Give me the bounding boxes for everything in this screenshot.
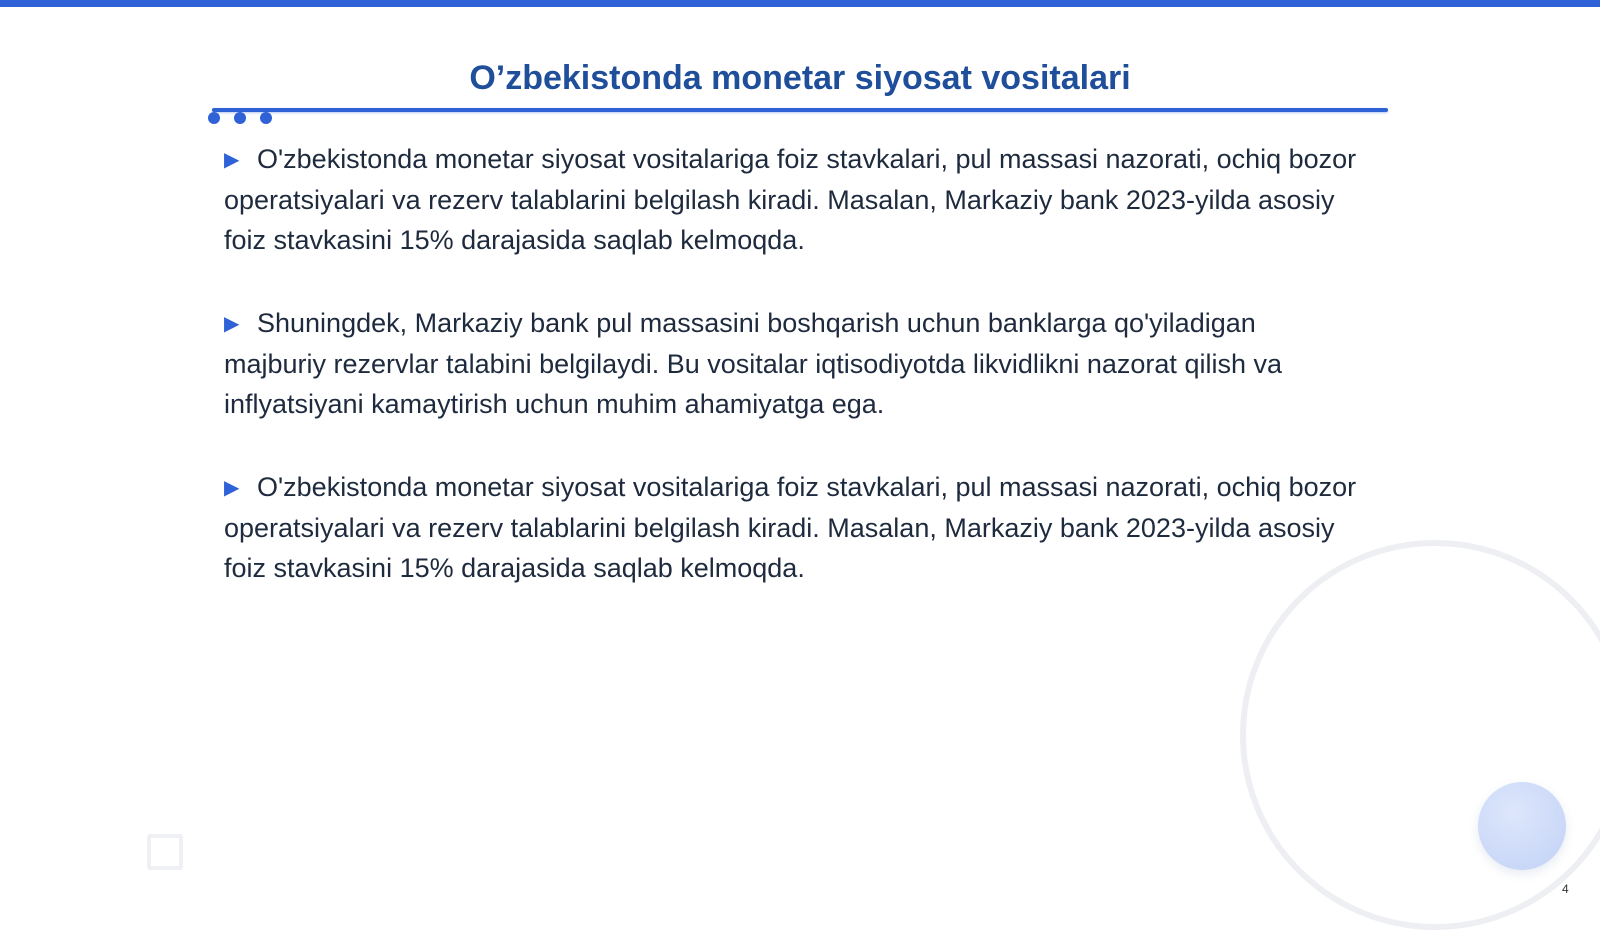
slide-content <box>224 139 1364 631</box>
title-underline <box>212 108 1388 112</box>
bullet-paragraph-3 <box>224 467 1364 588</box>
triangle-right-icon: ▶ <box>224 477 240 499</box>
triangle-right-icon: ▶ <box>224 149 240 171</box>
paragraph-text: O'zbekistonda monetar siyosat vositalariga foiz stavkalari, pul massasi nazorati, ochiq bozor operatsiyalari va rezerv talablarini belgilash kiradi. Masalan, Markaziy bank 2023-yilda asosiy foiz stavkasini 15% darajasida saqlab kelmoqda. <box>224 472 1357 583</box>
triangle-right-icon: ▶ <box>224 313 240 335</box>
decorative-ring <box>1240 540 1600 930</box>
decorative-orb <box>1478 782 1566 870</box>
title-dot-3 <box>260 112 272 124</box>
paragraph-text: Shuningdek, Markaziy bank pul massasini boshqarish uchun banklarga qo'yiladigan majburiy rezervlar talabini belgilaydi. Bu vositalar iqtisodiyotda likvidlikni nazorat qilish va inflyatsiyani kamaytirish uchun muhim ahamiyatga ega. <box>224 308 1282 419</box>
title-dot-2 <box>234 112 246 124</box>
top-accent-bar <box>0 0 1600 7</box>
bullet-paragraph-2 <box>224 303 1364 424</box>
page-number: 4 <box>1562 882 1569 896</box>
title-dot-1 <box>208 112 220 124</box>
paragraph-text: O'zbekistonda monetar siyosat vositalariga foiz stavkalari, pul massasi nazorati, ochiq bozor operatsiyalari va rezerv talablarini belgilash kiradi. Masalan, Markaziy bank 2023-yilda asosiy foiz stavkasini 15% darajasida saqlab kelmoqda. <box>224 144 1357 255</box>
bullet-paragraph-1 <box>224 139 1364 260</box>
decorative-square <box>147 834 183 870</box>
slide-title: O’zbekistonda monetar siyosat vositalari <box>469 59 1131 97</box>
